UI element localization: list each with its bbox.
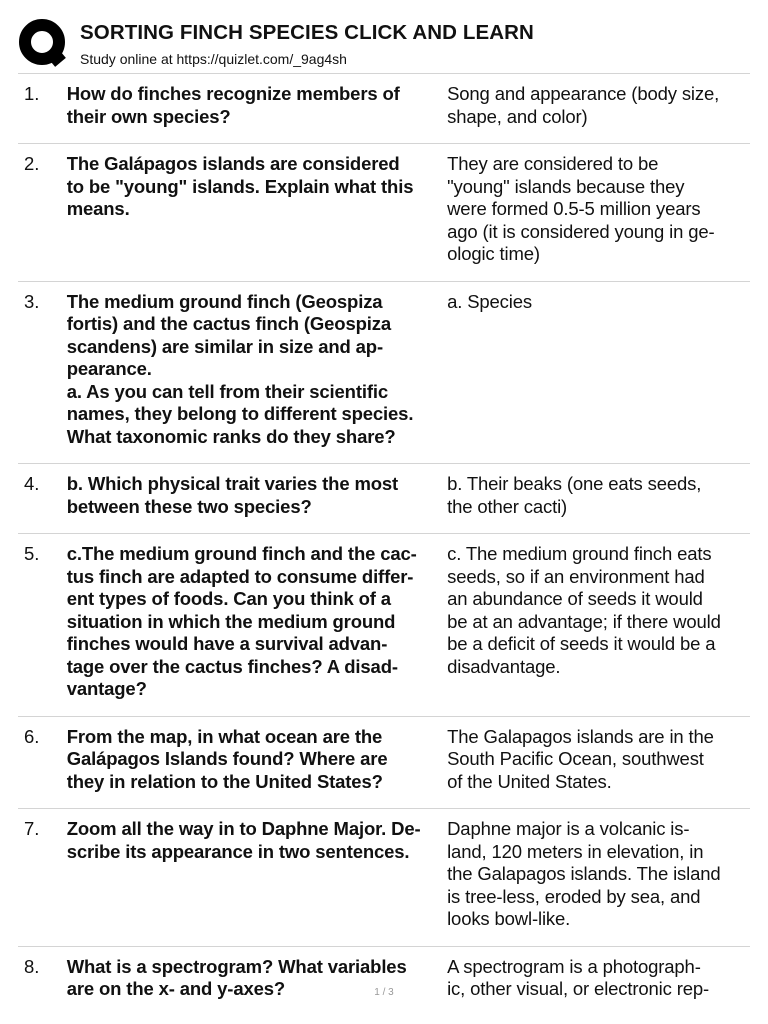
quizlet-logo-icon [18, 18, 68, 68]
flashcard-row [18, 281, 750, 464]
card-number: 1. [24, 83, 40, 104]
card-definition: Song and appearance (body size, shape, and color) [447, 83, 720, 127]
card-definition: a. Species [447, 290, 532, 312]
flashcard-row [18, 946, 750, 1016]
flashcard-row [18, 73, 750, 143]
card-definition: b. Their beaks (one eats seeds, the other cacti) [447, 473, 702, 517]
card-term: The Galápagos islands are considered to be "young" islands. Explain what this means. [66, 153, 414, 219]
study-online-link[interactable]: Study online at https://quizlet.com/_9ag4sh [80, 51, 347, 67]
card-number: 7. [24, 818, 40, 839]
card-term: How do finches recognize members of their own species? [66, 83, 400, 127]
flashcard-row [18, 463, 750, 533]
flashcard-list [18, 73, 750, 1016]
card-number: 2. [24, 153, 40, 174]
flashcard-row [18, 533, 750, 716]
card-term: c.The medium ground finch and the cac- tus finch are adapted to consume differ- ent types of foods. Can you think of a situation in which the medium ground finches would have a survival advan- tage over the cactus finches? A disad- vantage? [66, 543, 417, 699]
flashcard-row [18, 808, 750, 946]
card-definition: Daphne major is a volcanic is- land, 120 meters in elevation, in the Galapagos islands. The island is tree-less, eroded by sea, and looks bowl-like. [447, 818, 721, 929]
page-indicator: 1 / 3 [374, 987, 394, 998]
card-number: 4. [24, 473, 40, 494]
card-definition: The Galapagos islands are in the South Pacific Ocean, southwest of the United States. [447, 725, 714, 792]
card-definition: c. The medium ground finch eats seeds, so if an environment had an abundance of seeds it would be at an advantage; if there would be a deficit of seeds it would be a disadvantage. [447, 543, 721, 677]
card-number: 3. [24, 290, 40, 312]
card-term: Zoom all the way in to Daphne Major. De- scribe its appearance in two sentences. [66, 818, 421, 862]
card-number: 6. [24, 725, 40, 747]
document-header [18, 18, 750, 70]
card-number: 8. [24, 955, 40, 977]
document-title: SORTING FINCH SPECIES CLICK AND LEARN [80, 21, 534, 44]
card-term: From the map, in what ocean are the Galápagos Islands found? Where are they in relation to the United States? [66, 725, 388, 792]
card-term: What is a spectrogram? What variables are on the x- and y-axes? [66, 955, 407, 999]
flashcard-row [18, 716, 750, 809]
card-number: 5. [24, 543, 40, 564]
card-definition: A spectrogram is a photograph- ic, other visual, or electronic rep- [447, 955, 710, 999]
card-term: b. Which physical trait varies the most between these two species? [66, 473, 399, 517]
card-term: The medium ground finch (Geospiza fortis) and the cactus finch (Geospiza scandens) are similar in size and ap- pearance. a. As you can tell from their scientific names, they belong to different species. What taxonomic ranks do they share? [66, 290, 414, 447]
card-definition: They are considered to be "young" islands because they were formed 0.5-5 million years ago (it is considered young in ge- ologic time) [447, 153, 715, 264]
flashcard-row [18, 143, 750, 281]
